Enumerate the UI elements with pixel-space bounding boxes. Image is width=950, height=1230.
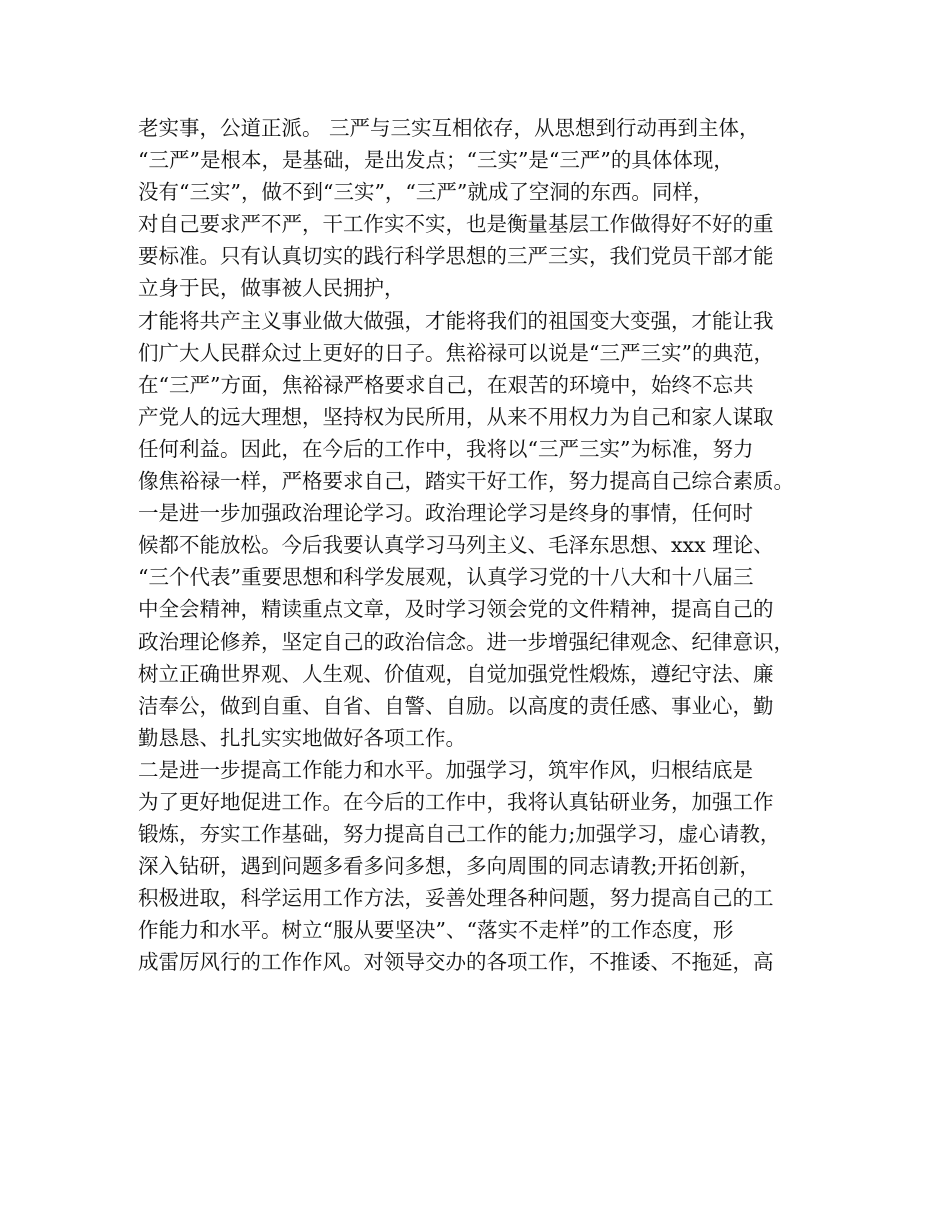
text-line-3: 没有“三实”，做不到“三实”，“三严”就成了空洞的东西。同样， [138, 180, 714, 205]
text-line-5: 要标准。只有认真切实的践行科学思想的三严三实，我们党员干部才能 [138, 244, 774, 269]
text-line-2: “三严”是根本，是基础，是出发点；“三实”是“三严”的具体体现， [138, 148, 734, 173]
text-line-4: 对自己要求严不严，干工作实不实，也是衡量基层工作做得好不好的重 [138, 212, 774, 237]
text-line-18: 树立正确世界观、人生观、价值观，自觉加强党性煅炼，遵纪守法、廉 [138, 661, 774, 686]
text-line-17: 政治理论修养，坚定自己的政治信念。进一步增强纪律观念、纪律意识， [138, 629, 794, 654]
document-body [138, 112, 828, 979]
text-line-8: 们广大人民群众过上更好的日子。焦裕禄可以说是“三严三实”的典范， [138, 340, 774, 365]
text-line-21: 二是进一步提高工作能力和水平。加强学习，筑牢作风，归根结底是 [138, 757, 753, 782]
text-line-14: 候都不能放松。今后我要认真学习马列主义、毛泽东思想、xxx 理论、 [138, 533, 774, 558]
text-line-11: 任何利益。因此，在今后的工作中，我将以“三严三实”为标准，努力 [138, 436, 754, 461]
text-line-24: 深入钻研，遇到问题多看多问多想，多向周围的同志请教;开拓创新， [138, 854, 760, 879]
text-line-13: 一是进一步加强政治理论学习。政治理论学习是终身的事情，任何时 [138, 501, 753, 526]
text-line-22: 为了更好地促进工作。在今后的工作中，我将认真钻研业务，加强工作 [138, 789, 774, 814]
text-line-26: 作能力和水平。树立“服从要坚决”、“落实不走样”的工作态度，形 [138, 918, 734, 943]
text-line-16: 中全会精神，精读重点文章，及时学习领会党的文件精神，提高自己的 [138, 597, 774, 622]
text-line-20: 勤恳恳、扎扎实实地做好各项工作。 [138, 725, 466, 750]
text-line-12: 像焦裕禄一样，严格要求自己，踏实干好工作，努力提高自己综合素质。 [138, 469, 794, 494]
text-line-1: 老实事，公道正派。 三严与三实互相依存，从思想到行动再到主体， [138, 116, 760, 140]
text-line-25: 积极进取，科学运用工作方法，妥善处理各种问题，努力提高自己的工 [138, 886, 774, 911]
text-line-6: 立身于民，做事被人民拥护， [138, 276, 405, 301]
text-line-27: 成雷厉风行的工作作风。对领导交办的各项工作，不推诿、不拖延，高 [138, 950, 774, 975]
text-line-23: 锻炼，夯实工作基础，努力提高自己工作的能力;加强学习，虚心请教， [138, 822, 781, 847]
text-line-15: “三个代表”重要思想和科学发展观，认真学习党的十八大和十八届三 [138, 565, 754, 590]
text-line-19: 洁奉公，做到自重、自省、自警、自励。以高度的责任感、事业心，勤 [138, 693, 774, 718]
text-line-7: 才能将共产主义事业做大做强，才能将我们的祖国变大变强，才能让我 [138, 308, 774, 333]
text-line-10: 产党人的远大理想，坚持权为民所用，从来不用权力为自己和家人谋取 [138, 404, 774, 429]
text-line-9: 在“三严”方面，焦裕禄严格要求自己，在艰苦的环境中，始终不忘共 [138, 372, 754, 397]
